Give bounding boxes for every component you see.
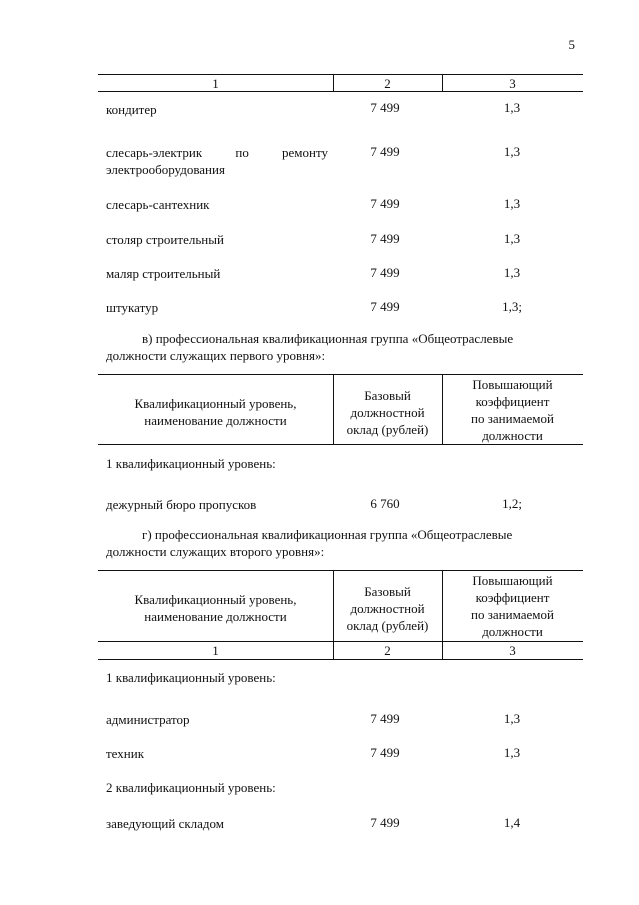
- header-text: Базовый: [364, 584, 411, 599]
- position-name: маляр строительный: [106, 266, 221, 281]
- salary-value: 7 499: [370, 745, 400, 760]
- section-heading-g: г) профессиональная квалификационная группа «Общеотраслевые: [142, 527, 513, 542]
- salary-value: 7 499: [370, 815, 400, 830]
- header-text: Базовый: [364, 388, 411, 403]
- position-name: дежурный бюро пропусков: [106, 497, 257, 512]
- position-name: столяр строительный: [106, 232, 224, 247]
- salary-value: 7 499: [370, 144, 400, 159]
- header-text: должностной: [350, 405, 425, 420]
- header-text: по занимаемой: [471, 607, 554, 622]
- salary-value: 7 499: [370, 196, 400, 211]
- position-name-word: слесарь-электрик: [106, 145, 203, 160]
- header-text: должности: [482, 428, 543, 443]
- position-name-continuation: электрооборудования: [106, 162, 225, 177]
- position-name: администратор: [106, 712, 190, 727]
- column-number: 2: [384, 643, 391, 658]
- coefficient-value: 1,3: [503, 265, 521, 280]
- header-qualification-level: [98, 395, 333, 429]
- column-number: 3: [509, 76, 516, 91]
- qualification-level-label: 2 квалификационный уровень:: [106, 780, 276, 795]
- column-number: 1: [212, 76, 219, 91]
- position-name: кондитер: [106, 102, 157, 117]
- section-heading-v-continuation: должности служащих первого уровня»:: [106, 348, 326, 363]
- salary-value: 7 499: [370, 231, 400, 246]
- section-heading-v: в) профессиональная квалификационная группа «Общеотраслевые: [142, 331, 514, 346]
- column-number: 1: [212, 643, 219, 658]
- header-text: Квалификационный уровень,: [134, 396, 297, 411]
- position-name: заведующий складом: [106, 816, 225, 831]
- salary-value: 7 499: [370, 100, 400, 115]
- coefficient-value: 1,3: [503, 745, 521, 760]
- position-name-word: по: [235, 145, 249, 160]
- section-heading-g-continuation: должности служащих второго уровня»:: [106, 544, 325, 559]
- position-name: [106, 144, 328, 161]
- qualification-level-label: 1 квалификационный уровень:: [106, 670, 276, 685]
- coefficient-value: 1,2;: [502, 496, 522, 511]
- coefficient-value: 1,3: [503, 196, 521, 211]
- header-text: должностной: [350, 601, 425, 616]
- header-text: наименование должности: [144, 609, 287, 624]
- header-text: должности: [482, 624, 543, 639]
- salary-value: 7 499: [370, 711, 400, 726]
- qualification-level-label: 1 квалификационный уровень:: [106, 456, 276, 471]
- coefficient-value: 1,4: [503, 815, 521, 830]
- header-text: Повышающий: [472, 377, 553, 392]
- header-base-salary: [333, 583, 442, 634]
- salary-value: 7 499: [370, 265, 400, 280]
- page-number: 5: [568, 37, 575, 52]
- table-border: [98, 374, 583, 375]
- coefficient-value: 1,3: [503, 100, 521, 115]
- position-name: техник: [106, 746, 145, 761]
- header-text: оклад (рублей): [346, 422, 429, 437]
- coefficient-value: 1,3;: [502, 299, 522, 314]
- table-border: [98, 444, 583, 445]
- salary-value: 6 760: [370, 496, 400, 511]
- position-name-word: ремонту: [282, 145, 328, 160]
- column-number: 2: [384, 76, 391, 91]
- position-name: штукатур: [106, 300, 159, 315]
- coefficient-value: 1,3: [503, 711, 521, 726]
- salary-value: 7 499: [370, 299, 400, 314]
- header-coefficient: [442, 572, 583, 640]
- header-text: Квалификационный уровень,: [134, 592, 297, 607]
- header-base-salary: [333, 387, 442, 438]
- header-qualification-level: [98, 591, 333, 625]
- position-name: слесарь-сантехник: [106, 197, 210, 212]
- header-text: Повышающий: [472, 573, 553, 588]
- column-number: 3: [509, 643, 516, 658]
- header-text: коэффициент: [475, 590, 550, 605]
- coefficient-value: 1,3: [503, 144, 521, 159]
- header-text: наименование должности: [144, 413, 287, 428]
- coefficient-value: 1,3: [503, 231, 521, 246]
- header-text: по занимаемой: [471, 411, 554, 426]
- table-border: [98, 659, 583, 660]
- table-border: [98, 570, 583, 571]
- header-text: коэффициент: [475, 394, 550, 409]
- header-coefficient: [442, 376, 583, 444]
- header-text: оклад (рублей): [346, 618, 429, 633]
